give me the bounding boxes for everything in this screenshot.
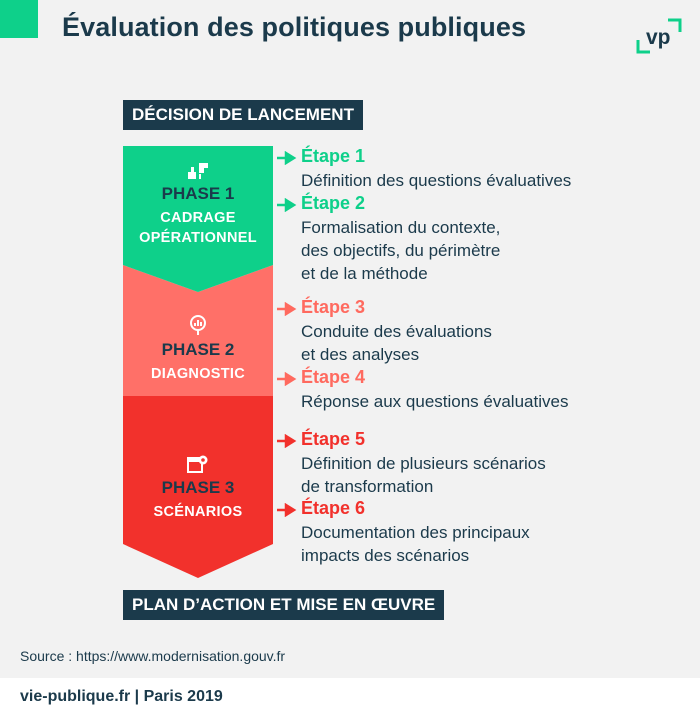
strategy-icon — [187, 160, 209, 180]
launch-decision-banner: DÉCISION DE LANCEMENT — [123, 100, 363, 130]
phase-3-title: PHASE 3 — [161, 478, 235, 497]
magnifier-chart-icon — [188, 314, 208, 336]
arrow-right-icon — [277, 151, 299, 165]
action-plan-banner: PLAN D’ACTION ET MISE EN ŒUVRE — [123, 590, 444, 620]
phase-2-title: PHASE 2 — [161, 340, 235, 359]
step-5-title: Étape 5 — [301, 429, 366, 449]
step-2-line: des objectifs, du périmètre — [301, 241, 501, 260]
phase-1 — [123, 160, 273, 248]
phase-1-subtitle-line: CADRAGE — [160, 210, 236, 226]
step-4-title: Étape 4 — [301, 367, 366, 387]
step-6-title: Étape 6 — [301, 498, 366, 518]
footer-credit: vie-publique.fr | Paris 2019 — [20, 688, 223, 705]
step-3-description — [301, 320, 492, 366]
step-2-title: Étape 2 — [301, 193, 366, 213]
step-5-line: Définition de plusieurs scénarios — [301, 454, 546, 473]
phase-3 — [123, 454, 273, 522]
page-title: Évaluation des politiques publiques — [62, 12, 527, 42]
step-3-title: Étape 3 — [301, 297, 366, 317]
phase-3-subtitle-line: SCÉNARIOS — [153, 504, 243, 520]
calendar-gear-icon — [187, 454, 209, 474]
step-3-line: et des analyses — [301, 345, 420, 364]
step-5-description — [301, 452, 546, 498]
source-note: Source : https://www.modernisation.gouv.fr — [20, 648, 286, 664]
phase-3-subtitle — [123, 502, 273, 522]
arrow-right-icon — [277, 198, 299, 212]
step-2-line: Formalisation du contexte, — [301, 218, 501, 237]
phase-1-subtitle — [123, 208, 273, 248]
phase-2-subtitle-line: DIAGNOSTIC — [150, 366, 246, 382]
phase-2 — [123, 314, 273, 384]
step-6-line: Documentation des principaux — [301, 523, 530, 542]
step-6-description — [301, 521, 530, 567]
arrow-right-icon — [277, 302, 299, 316]
phase-1-subtitle-line: OPÉRATIONNEL — [139, 230, 257, 246]
footer-bar — [0, 678, 700, 717]
arrow-right-icon — [277, 372, 299, 386]
step-2-line: et de la méthode — [301, 264, 428, 283]
step-5-line: de transformation — [301, 477, 434, 496]
step-1-title: Étape 1 — [301, 146, 366, 166]
phase-1-title: PHASE 1 — [161, 184, 235, 203]
step-6-line: impacts des scénarios — [301, 546, 470, 565]
arrow-right-icon — [277, 434, 299, 448]
logo-text: vp — [646, 26, 671, 49]
step-1-description — [301, 169, 571, 192]
step-1-line: Définition des questions évaluatives — [301, 171, 572, 190]
step-2-description — [301, 216, 500, 285]
step-4-line: Réponse aux questions évaluatives — [301, 392, 569, 411]
phase-2-subtitle — [123, 364, 273, 384]
step-3-line: Conduite des évaluations — [301, 322, 492, 341]
arrow-right-icon — [277, 503, 299, 517]
step-4-description — [301, 390, 568, 413]
